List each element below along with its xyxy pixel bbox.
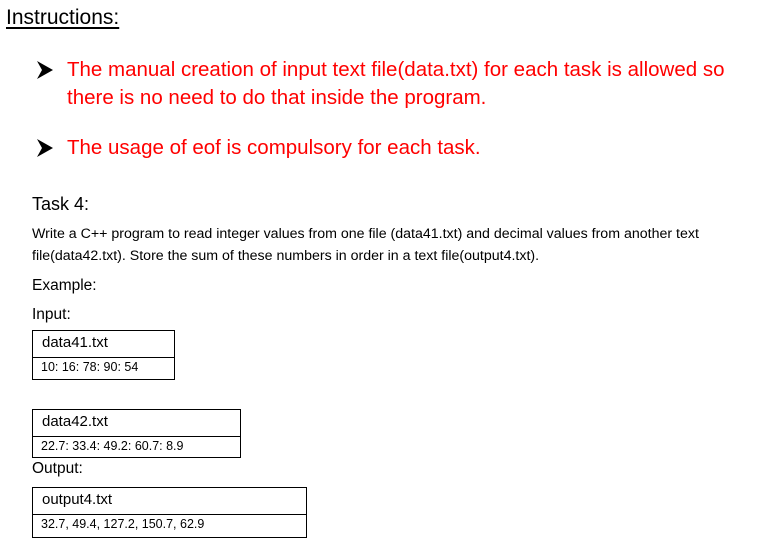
file-box-data42: [32, 409, 241, 458]
instruction-bullet-2: [36, 134, 766, 164]
instruction-bullet-text: The manual creation of input text file(data.txt) for each task is allowed so there is no need to do that inside the program.: [67, 58, 725, 109]
file-box-output4: [32, 487, 307, 538]
input-label: Input:: [32, 306, 71, 323]
file-contents: 32.7, 49.4, 127.2, 150.7, 62.9: [41, 517, 205, 531]
instruction-bullet-text: The usage of eof is compulsory for each task.: [67, 136, 481, 159]
arrowhead-bullet-icon: [36, 60, 54, 80]
example-label: Example:: [32, 277, 97, 294]
instruction-bullet-1: [36, 56, 766, 114]
task-description: Write a C++ program to read integer values from one file (data41.txt) and decimal values from another text file(data42.txt). Store the sum of these numbers in order in a text file(output4.txt).: [32, 226, 699, 264]
file-box-data41: [32, 330, 175, 380]
arrowhead-bullet-icon: [36, 138, 54, 158]
file-name: output4.txt: [33, 488, 306, 515]
file-name: data41.txt: [33, 331, 174, 358]
output-label: Output:: [32, 460, 83, 477]
instructions-heading: Instructions:: [6, 6, 120, 29]
file-contents: 22.7: 33.4: 49.2: 60.7: 8.9: [41, 439, 184, 453]
task-title: Task 4:: [32, 194, 90, 214]
file-name: data42.txt: [33, 410, 240, 437]
file-contents: 10: 16: 78: 90: 54: [41, 360, 139, 374]
